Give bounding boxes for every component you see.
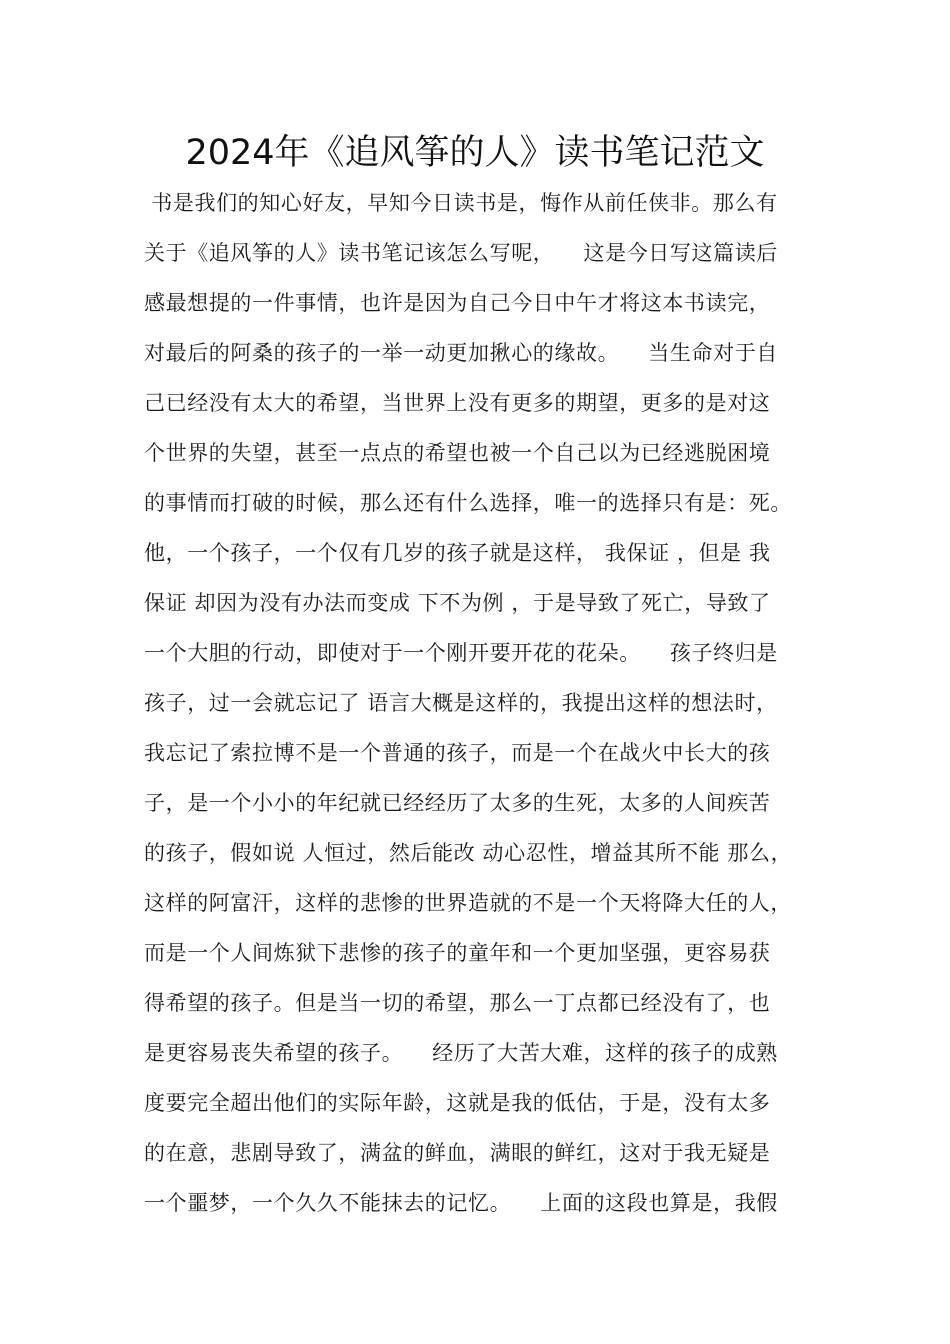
text-line: 得希望的孩子。但是当一切的希望，那么一丁点都已经没有了，也: [144, 991, 771, 1015]
text-line: 对最后的阿桑的孩子的一举一动更加揪心的缘故。 当生命对于自: [144, 341, 778, 365]
text-line: 的事情而打破的时候，那么还有什么选择，唯一的选择只有是：死。: [144, 491, 792, 515]
text-line: 一个噩梦，一个久久不能抹去的记忆。 上面的这段也算是，我假: [144, 1191, 778, 1215]
document-body: [144, 178, 834, 1228]
text-line: 是更容易丧失希望的孩子。 经历了大苦大难，这样的孩子的成熟: [144, 1041, 778, 1065]
text-line: 而是一个人间炼狱下悲惨的孩子的童年和一个更加坚强，更容易获: [144, 941, 771, 965]
text-line: 感最想提的一件事情，也许是因为自己今日中午才将这本书读完，: [144, 291, 771, 315]
text-line: 孩子，过一会就忘记了 语言大概是这样的，我提出这样的想法时，: [144, 691, 778, 715]
text-line: 的在意，悲剧导致了，满盆的鲜血，满眼的鲜红，这对于我无疑是: [144, 1141, 771, 1165]
text-line: 这样的阿富汗，这样的悲惨的世界造就的不是一个天将降大任的人，: [144, 891, 792, 915]
document-title: 2024年《追风筝的人》读书笔记范文: [185, 133, 765, 173]
text-line: 保证 却因为没有办法而变成 下不为例 ，于是导致了死亡，导致了: [144, 591, 771, 615]
text-line: 书是我们的知心好友，早知今日读书是，悔作从前任侠非。那么有: [144, 191, 778, 215]
text-line: 己已经没有太大的希望，当世界上没有更多的期望，更多的是对这: [144, 391, 771, 415]
text-line: 度要完全超出他们的实际年龄，这就是我的低估，于是，没有太多: [144, 1091, 771, 1115]
text-line: 一个大胆的行动，即使对于一个刚开要开花的花朵。 孩子终归是: [144, 641, 778, 665]
text-line: 个世界的失望，甚至一点点的希望也被一个自己以为已经逃脱困境: [144, 441, 771, 465]
text-line: 的孩子，假如说 人恒过，然后能改 动心忍性，增益其所不能 那么，: [144, 841, 793, 865]
text-line: 他，一个孩子，一个仅有几岁的孩子就是这样， 我保证 ，但是 我: [144, 541, 771, 565]
text-line: 子，是一个小小的年纪就已经经历了太多的生死，太多的人间疾苦: [144, 791, 771, 815]
text-line: 我忘记了索拉博不是一个普通的孩子，而是一个在战火中长大的孩: [144, 741, 771, 765]
text-line: 关于《追风筝的人》读书笔记该怎么写呢， 这是今日写这篇读后: [144, 241, 778, 265]
